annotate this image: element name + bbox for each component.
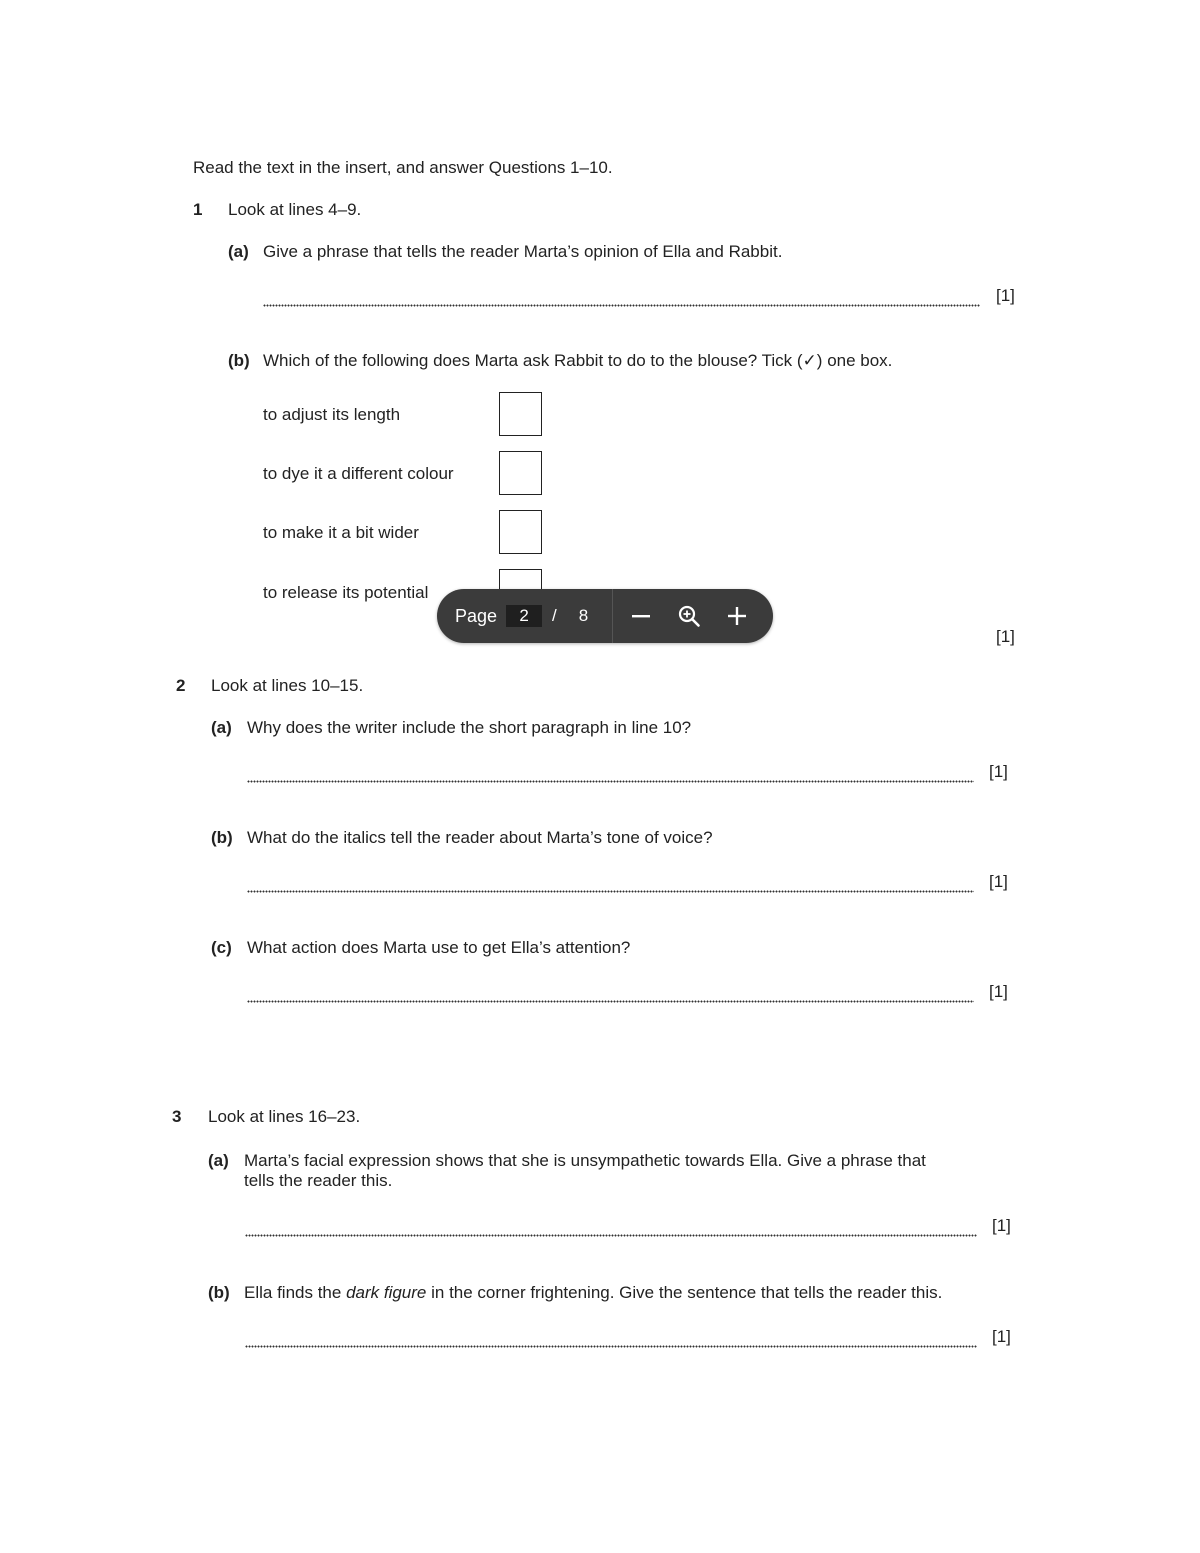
question-2a-text: Why does the writer include the short paragraph in line 10? bbox=[247, 718, 692, 737]
intro-text: Read the text in the insert, and answer Questions 1–10. bbox=[193, 158, 613, 177]
question-3b-text-start: Ella finds the bbox=[244, 1283, 347, 1302]
option-2-checkbox[interactable] bbox=[499, 451, 542, 495]
question-1-text: Look at lines 4–9. bbox=[228, 200, 362, 219]
minus-icon bbox=[630, 605, 652, 627]
answer-line-3b[interactable] bbox=[245, 1345, 977, 1348]
answer-line-1a[interactable] bbox=[263, 304, 980, 307]
plus-icon bbox=[726, 605, 748, 627]
mark-3a: [1] bbox=[992, 1216, 1011, 1235]
question-3a-text-line2: tells the reader this. bbox=[244, 1171, 393, 1190]
question-2-number: 2 bbox=[176, 676, 186, 695]
question-2b-label: (b) bbox=[211, 828, 233, 847]
answer-line-3a[interactable] bbox=[245, 1234, 977, 1237]
question-3-number: 3 bbox=[172, 1107, 182, 1126]
page-number-input[interactable]: 2 bbox=[506, 605, 542, 627]
question-1b-label: (b) bbox=[228, 351, 250, 370]
zoom-in-button[interactable] bbox=[713, 596, 761, 636]
mark-2a: [1] bbox=[989, 762, 1008, 781]
answer-line-2a[interactable] bbox=[247, 780, 974, 783]
question-1b-text: Which of the following does Marta ask Rabbit to do to the blouse? Tick (✓) one box. bbox=[263, 351, 893, 370]
question-2b-text: What do the italics tell the reader about Marta’s tone of voice? bbox=[247, 828, 713, 847]
option-4-label: to release its potential bbox=[263, 583, 429, 602]
page-label: Page bbox=[455, 605, 498, 626]
question-1-number: 1 bbox=[193, 200, 203, 219]
pdf-page-toolbar bbox=[437, 589, 773, 643]
zoom-out-button[interactable] bbox=[617, 596, 665, 636]
option-1-checkbox[interactable] bbox=[499, 392, 542, 436]
zoom-icon bbox=[677, 604, 701, 628]
question-2-text: Look at lines 10–15. bbox=[211, 676, 364, 695]
mark-2b: [1] bbox=[989, 872, 1008, 891]
mark-3b: [1] bbox=[992, 1327, 1011, 1346]
question-3a-label: (a) bbox=[208, 1151, 229, 1170]
mark-1a: [1] bbox=[996, 286, 1015, 305]
option-1-label: to adjust its length bbox=[263, 405, 401, 424]
option-3-checkbox[interactable] bbox=[499, 510, 542, 554]
question-2c-text: What action does Marta use to get Ella’s attention? bbox=[247, 938, 631, 957]
answer-line-2b[interactable] bbox=[247, 890, 974, 893]
page-separator: / bbox=[552, 606, 557, 625]
mark-1b: [1] bbox=[996, 627, 1015, 646]
question-3b-text-end: in the corner frightening. Give the sentence that tells the reader this. bbox=[426, 1283, 943, 1302]
question-3a-text-line1: Marta’s facial expression shows that she is unsympathetic towards Ella. Give a phrase that bbox=[244, 1151, 926, 1170]
question-3b-text bbox=[244, 1283, 942, 1303]
question-3-text: Look at lines 16–23. bbox=[208, 1107, 361, 1126]
question-1a-label: (a) bbox=[228, 242, 249, 261]
total-pages: 8 bbox=[578, 606, 589, 625]
question-2a-label: (a) bbox=[211, 718, 232, 737]
answer-line-2c[interactable] bbox=[247, 1000, 974, 1003]
question-2c-label: (c) bbox=[211, 938, 232, 957]
option-3-label: to make it a bit wider bbox=[263, 523, 419, 542]
option-2-label: to dye it a different colour bbox=[263, 464, 454, 483]
zoom-fit-button[interactable] bbox=[665, 596, 713, 636]
mark-2c: [1] bbox=[989, 982, 1008, 1001]
question-1a-text: Give a phrase that tells the reader Marta’s opinion of Ella and Rabbit. bbox=[263, 242, 783, 261]
toolbar-divider bbox=[612, 589, 613, 643]
question-3b-italic: dark figure bbox=[346, 1283, 427, 1302]
question-3b-label: (b) bbox=[208, 1283, 230, 1302]
